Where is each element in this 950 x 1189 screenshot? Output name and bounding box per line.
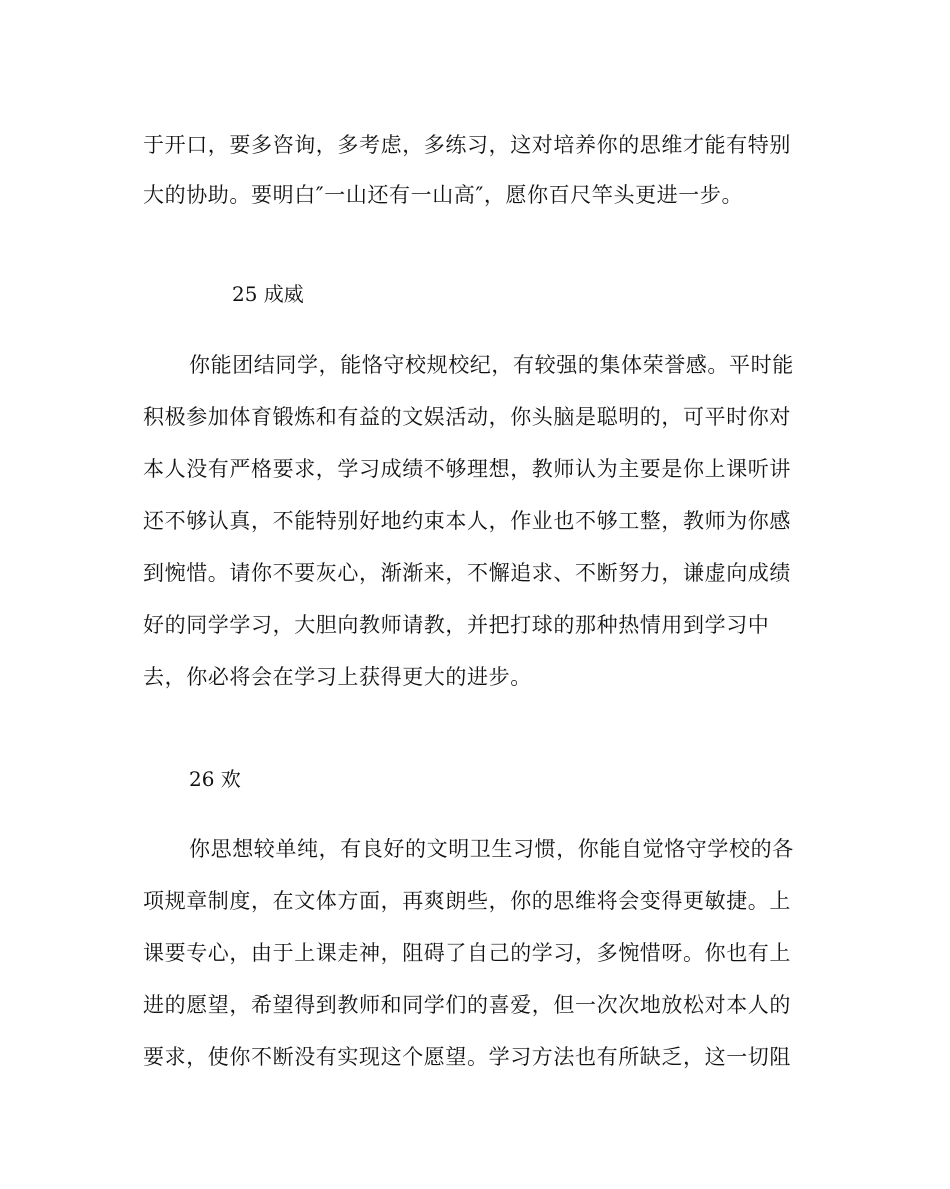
paragraph-line: 好的同学学习，大胆向教师请教，并把打球的那种热情用到学习中 bbox=[143, 613, 770, 637]
paragraph-line: 本人没有严格要求，学习成绩不够理想，教师认为主要是你上课听讲 bbox=[143, 457, 791, 481]
paragraph-line: 于开口，要多咨询，多考虑，多练习，这对培养你的思维才能有特别 bbox=[143, 133, 791, 157]
paragraph-line: 去，你必将会在学习上获得更大的进步。 bbox=[143, 665, 532, 689]
paragraph-line: 积极参加体育锻炼和有益的文娱活动，你头脑是聪明的，可平时你对 bbox=[143, 405, 791, 429]
paragraph-line: 你能团结同学，能恪守校规校纪，有较强的集体荣誉感。平时能 bbox=[189, 353, 794, 377]
paragraph-line: 大的协助。要明白″一山还有一山高″，愿你百尺竿头更进一步。 bbox=[143, 183, 744, 207]
paragraph-line: 到惋惜。请你不要灰心，渐渐来，不懈追求、不断努力，谦虚向成绩 bbox=[143, 561, 791, 585]
paragraph-line: 项规章制度，在文体方面，再爽朗些，你的思维将会变得更敏捷。上 bbox=[143, 889, 791, 913]
paragraph-line: 你思想较单纯，有良好的文明卫生习惯，你能自觉恪守学校的各 bbox=[189, 837, 794, 861]
paragraph-line: 要求，使你不断没有实现这个愿望。学习方法也有所缺乏，这一切阻 bbox=[143, 1045, 791, 1069]
section-heading: 26 欢 bbox=[189, 767, 241, 791]
section-heading: 25 成威 bbox=[232, 282, 304, 306]
paragraph-line: 课要专心，由于上课走神，阻碍了自己的学习，多惋惜呀。你也有上 bbox=[143, 941, 791, 965]
paragraph-line: 还不够认真，不能特别好地约束本人，作业也不够工整，教师为你感 bbox=[143, 509, 791, 533]
paragraph-line: 进的愿望，希望得到教师和同学们的喜爱，但一次次地放松对本人的 bbox=[143, 993, 791, 1017]
